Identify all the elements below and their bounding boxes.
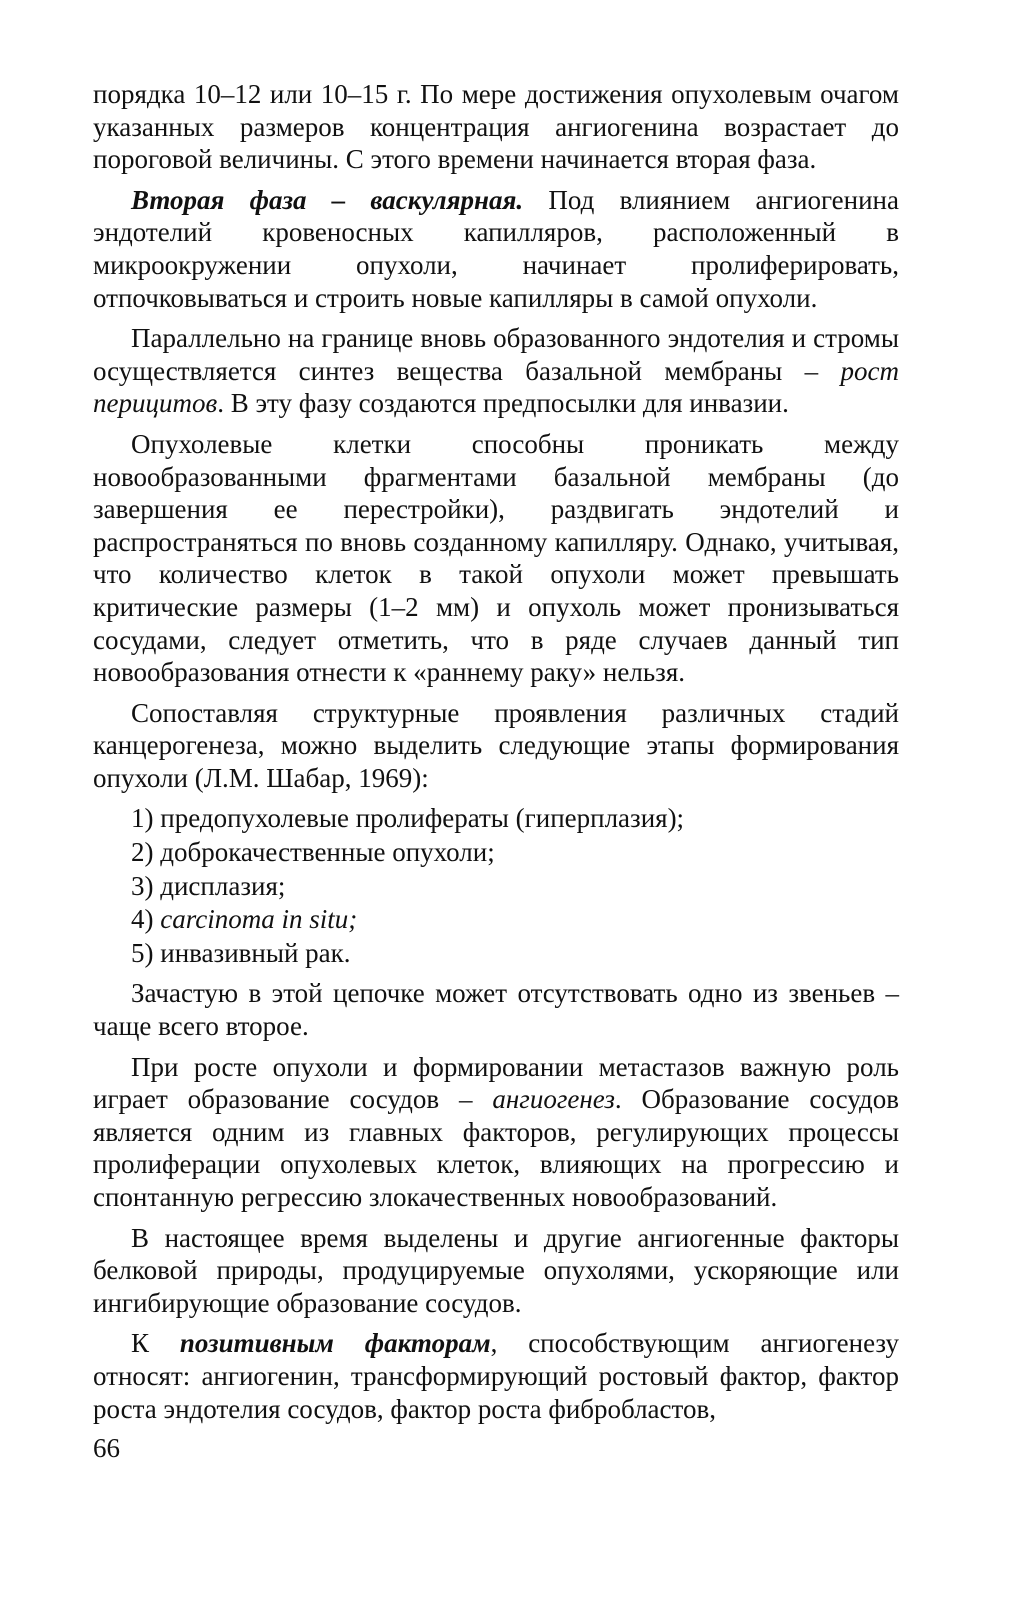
paragraph-7-text-a: При росте опухоли и формировании метастазов важную роль играет образование сосудов – — [93, 1051, 899, 1115]
stages-list — [93, 802, 899, 969]
list-item — [93, 903, 899, 936]
paragraph-8 — [93, 1222, 899, 1320]
paragraph-8-text: В настоящее время выделены и другие ангиогенные факторы белковой природы, продуцируемые опухолями, ускоряющие или ингибирующие образование сосудов. — [93, 1222, 899, 1318]
paragraph-9-emphasis: позитивным факторам — [179, 1328, 491, 1359]
paragraph-7 — [93, 1051, 899, 1214]
paragraph-1 — [93, 78, 899, 176]
list-item-text: доброкачественные опухоли; — [153, 837, 495, 868]
page-body — [93, 78, 899, 1433]
paragraph-4-text: Опухолевые клетки способны проникать между новообразованными фрагментами базальной мембраны (до завершения ее перестройки), раздвигать эндотелий и распространяться по вновь созданному капилляру. Однако, учитывая, что количество клеток в такой опухоли может превышать критические размеры (1–2 мм) и опухоль может пронизываться сосудами, следует отметить, что в ряде случаев данный тип новообразования отнести к «раннему раку» нельзя. — [93, 428, 899, 688]
paragraph-vascular-phase — [93, 184, 899, 314]
list-item-number: 4) — [131, 904, 154, 935]
list-item — [93, 836, 899, 869]
paragraph-3 — [93, 322, 899, 420]
list-item-text: дисплазия; — [153, 870, 286, 901]
list-item — [93, 870, 899, 903]
page-number: 66 — [93, 1433, 120, 1463]
paragraph-2-text: Под влиянием ангиогенина эндотелий кровеносных капилляров, расположенный в микроокружении опухоли, начинает пролиферировать, отпочковываться и строить новые капилляры в самой опухоли. — [93, 184, 899, 313]
list-item-number: 5) — [131, 937, 154, 968]
paragraph-6 — [93, 977, 899, 1042]
list-item-number: 3) — [131, 870, 154, 901]
list-item-number: 2) — [131, 837, 154, 868]
paragraph-4 — [93, 428, 899, 689]
list-item-text: предопухолевые пролифераты (гиперплазия); — [153, 803, 685, 834]
paragraph-6-text: Зачастую в этой цепочке может отсутствовать одно из звеньев – чаще всего второе. — [93, 978, 899, 1042]
list-item — [93, 802, 899, 835]
paragraph-9-text-a: К — [131, 1328, 180, 1359]
paragraph-5-text: Сопоставляя структурные проявления различных стадий канцерогенеза, можно выделить следующие этапы формирования опухоли (Л.М. Шабар, 1969): — [93, 697, 899, 793]
list-item-number: 1) — [131, 803, 154, 834]
list-item-text: инвазивный рак. — [153, 937, 351, 968]
paragraph-1-text: порядка 10–12 или 10–15 г. По мере достижения опухолевым очагом указанных размеров концентрация ангиогенина возрастает до пороговой величины. С этого времени начинается вторая фаза. — [93, 79, 899, 175]
phase-heading: Вторая фаза – васкулярная. — [131, 184, 524, 215]
paragraph-9-text-b: , способствующим ангиогенезу относят: ангиогенин, трансформирующий ростовый фактор, фактор роста эндотелия сосудов, фактор роста фибробластов, — [93, 1328, 900, 1424]
list-item-text: carcinoma in situ; — [153, 904, 358, 935]
list-item — [93, 937, 899, 970]
paragraph-7-emphasis: ангиогенез — [492, 1084, 615, 1115]
paragraph-9 — [93, 1327, 899, 1425]
paragraph-5 — [93, 697, 899, 795]
paragraph-7-text-b: . Образование сосудов является одним из главных факторов, регулирующих процессы пролиферации опухолевых клеток, влияющих на прогрессию и спонтанную регрессию злокачественных новообразований. — [93, 1084, 899, 1212]
paragraph-3-text-b: . В эту фазу создаются предпосылки для инвазии. — [217, 388, 789, 419]
paragraph-3-text-a: Параллельно на границе вновь образованного эндотелия и стромы осуществляется синтез вещества базальной мембраны – — [93, 323, 899, 386]
paragraph-3-emphasis: рост перицитов — [93, 355, 899, 419]
